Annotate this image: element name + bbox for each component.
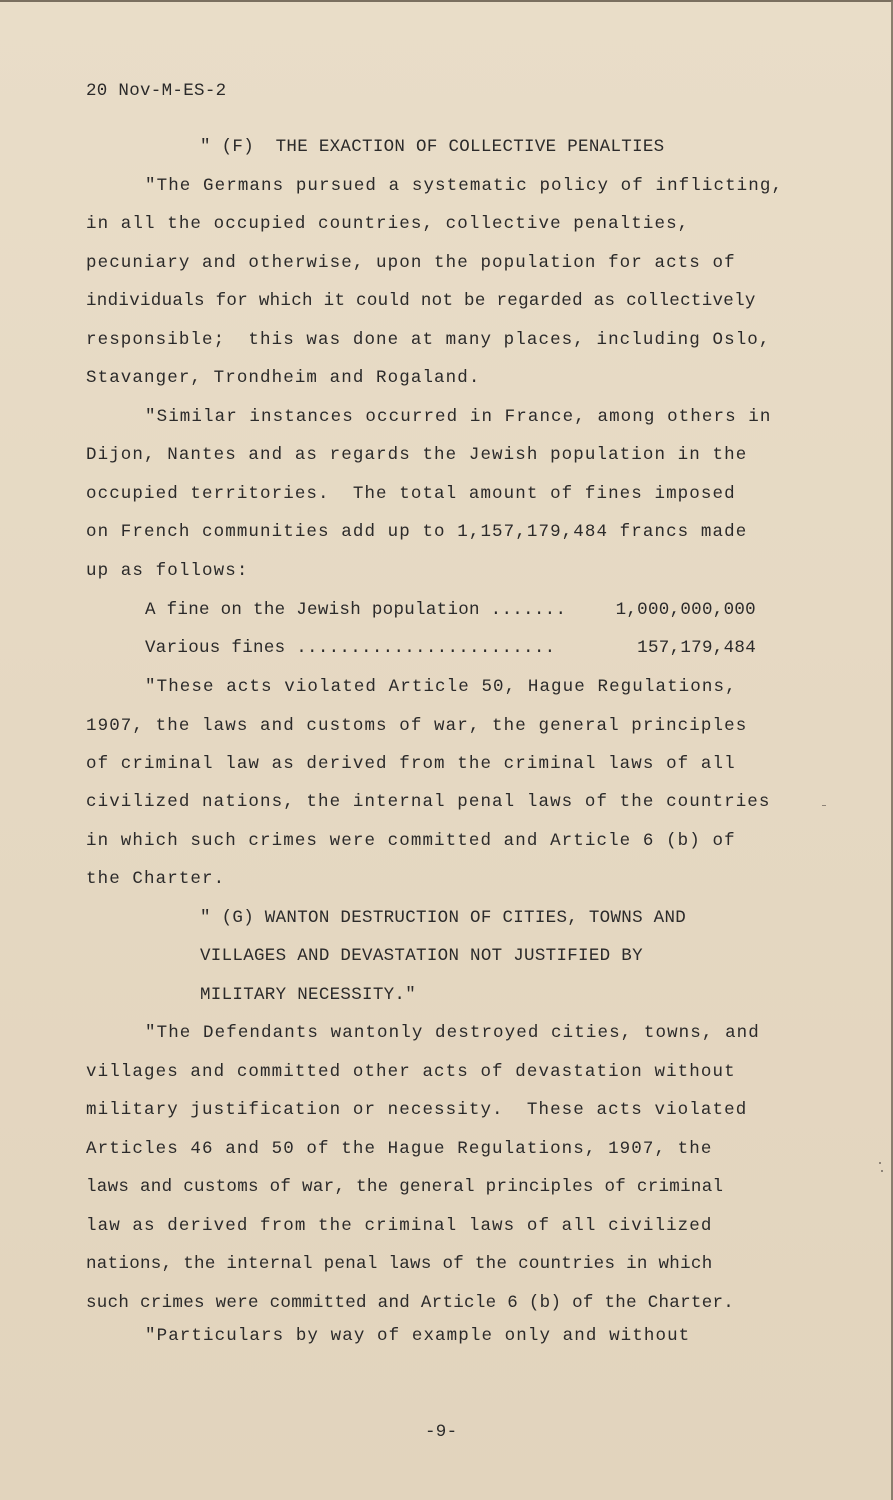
paragraph-line: of criminal law as derived from the criminal laws of all bbox=[86, 754, 736, 774]
fine-amount: 157,179,484 bbox=[637, 638, 756, 658]
margin-mark bbox=[881, 1170, 883, 1172]
section-g-heading: MILITARY NECESSITY." bbox=[200, 985, 417, 1005]
paragraph-line: "These acts violated Article 50, Hague Regulations, bbox=[145, 677, 737, 697]
paragraph-line: individuals for which it could not be regarded as collectively bbox=[86, 291, 756, 311]
paragraph-line: up as follows: bbox=[86, 561, 249, 581]
paragraph-line: nations, the internal penal laws of the countries in which bbox=[86, 1254, 713, 1274]
section-g-heading: " (G) WANTON DESTRUCTION OF CITIES, TOWNS AND bbox=[200, 908, 687, 928]
section-f-heading: " (F) THE EXACTION OF COLLECTIVE PENALTIES bbox=[200, 137, 665, 157]
document-reference: 20 Nov-M-ES-2 bbox=[86, 81, 227, 101]
paragraph-line: in which such crimes were committed and Article 6 (b) of bbox=[86, 831, 736, 851]
paragraph-line: villages and committed other acts of devastation without bbox=[86, 1062, 736, 1082]
page-number: -9- bbox=[425, 1422, 458, 1442]
paragraph-line: "The Germans pursued a systematic policy of inflicting, bbox=[145, 176, 784, 196]
fine-amount: 1,000,000,000 bbox=[615, 600, 756, 620]
paragraph-line: Articles 46 and 50 of the Hague Regulations, 1907, the bbox=[86, 1139, 713, 1159]
fine-label: A fine on the Jewish population ....... bbox=[145, 600, 567, 620]
paragraph-line: responsible; this was done at many places, including Oslo, bbox=[86, 330, 771, 350]
paragraph-line: Dijon, Nantes and as regards the Jewish population in the bbox=[86, 445, 748, 465]
fine-label: Various fines ........................ bbox=[145, 638, 556, 658]
paragraph-line: military justification or necessity. These acts violated bbox=[86, 1100, 748, 1120]
paragraph-line: occupied territories. The total amount of fines imposed bbox=[86, 484, 736, 504]
paragraph-line: on French communities add up to 1,157,179,484 francs made bbox=[86, 522, 748, 542]
paragraph-line: the Charter. bbox=[86, 869, 226, 889]
paragraph-line: in all the occupied countries, collective penalties, bbox=[86, 214, 690, 234]
paragraph-line: law as derived from the criminal laws of all civilized bbox=[86, 1216, 713, 1236]
margin-mark bbox=[879, 1162, 881, 1164]
paragraph-line: such crimes were committed and Article 6 (b) of the Charter. bbox=[86, 1293, 735, 1313]
paragraph-line: "Particulars by way of example only and without bbox=[145, 1326, 691, 1346]
paragraph-line: civilized nations, the internal penal laws of the countries bbox=[86, 792, 771, 812]
margin-mark bbox=[822, 805, 826, 806]
paragraph-line: "The Defendants wantonly destroyed cities, towns, and bbox=[145, 1023, 760, 1043]
paragraph-line: Stavanger, Trondheim and Rogaland. bbox=[86, 368, 481, 388]
paragraph-line: laws and customs of war, the general principles of criminal bbox=[86, 1177, 724, 1197]
paragraph-line: "Similar instances occurred in France, among others in bbox=[145, 407, 772, 427]
paragraph-line: 1907, the laws and customs of war, the general principles bbox=[86, 716, 748, 736]
section-g-heading: VILLAGES AND DEVASTATION NOT JUSTIFIED BY bbox=[200, 946, 643, 966]
paragraph-line: pecuniary and otherwise, upon the population for acts of bbox=[86, 253, 736, 273]
